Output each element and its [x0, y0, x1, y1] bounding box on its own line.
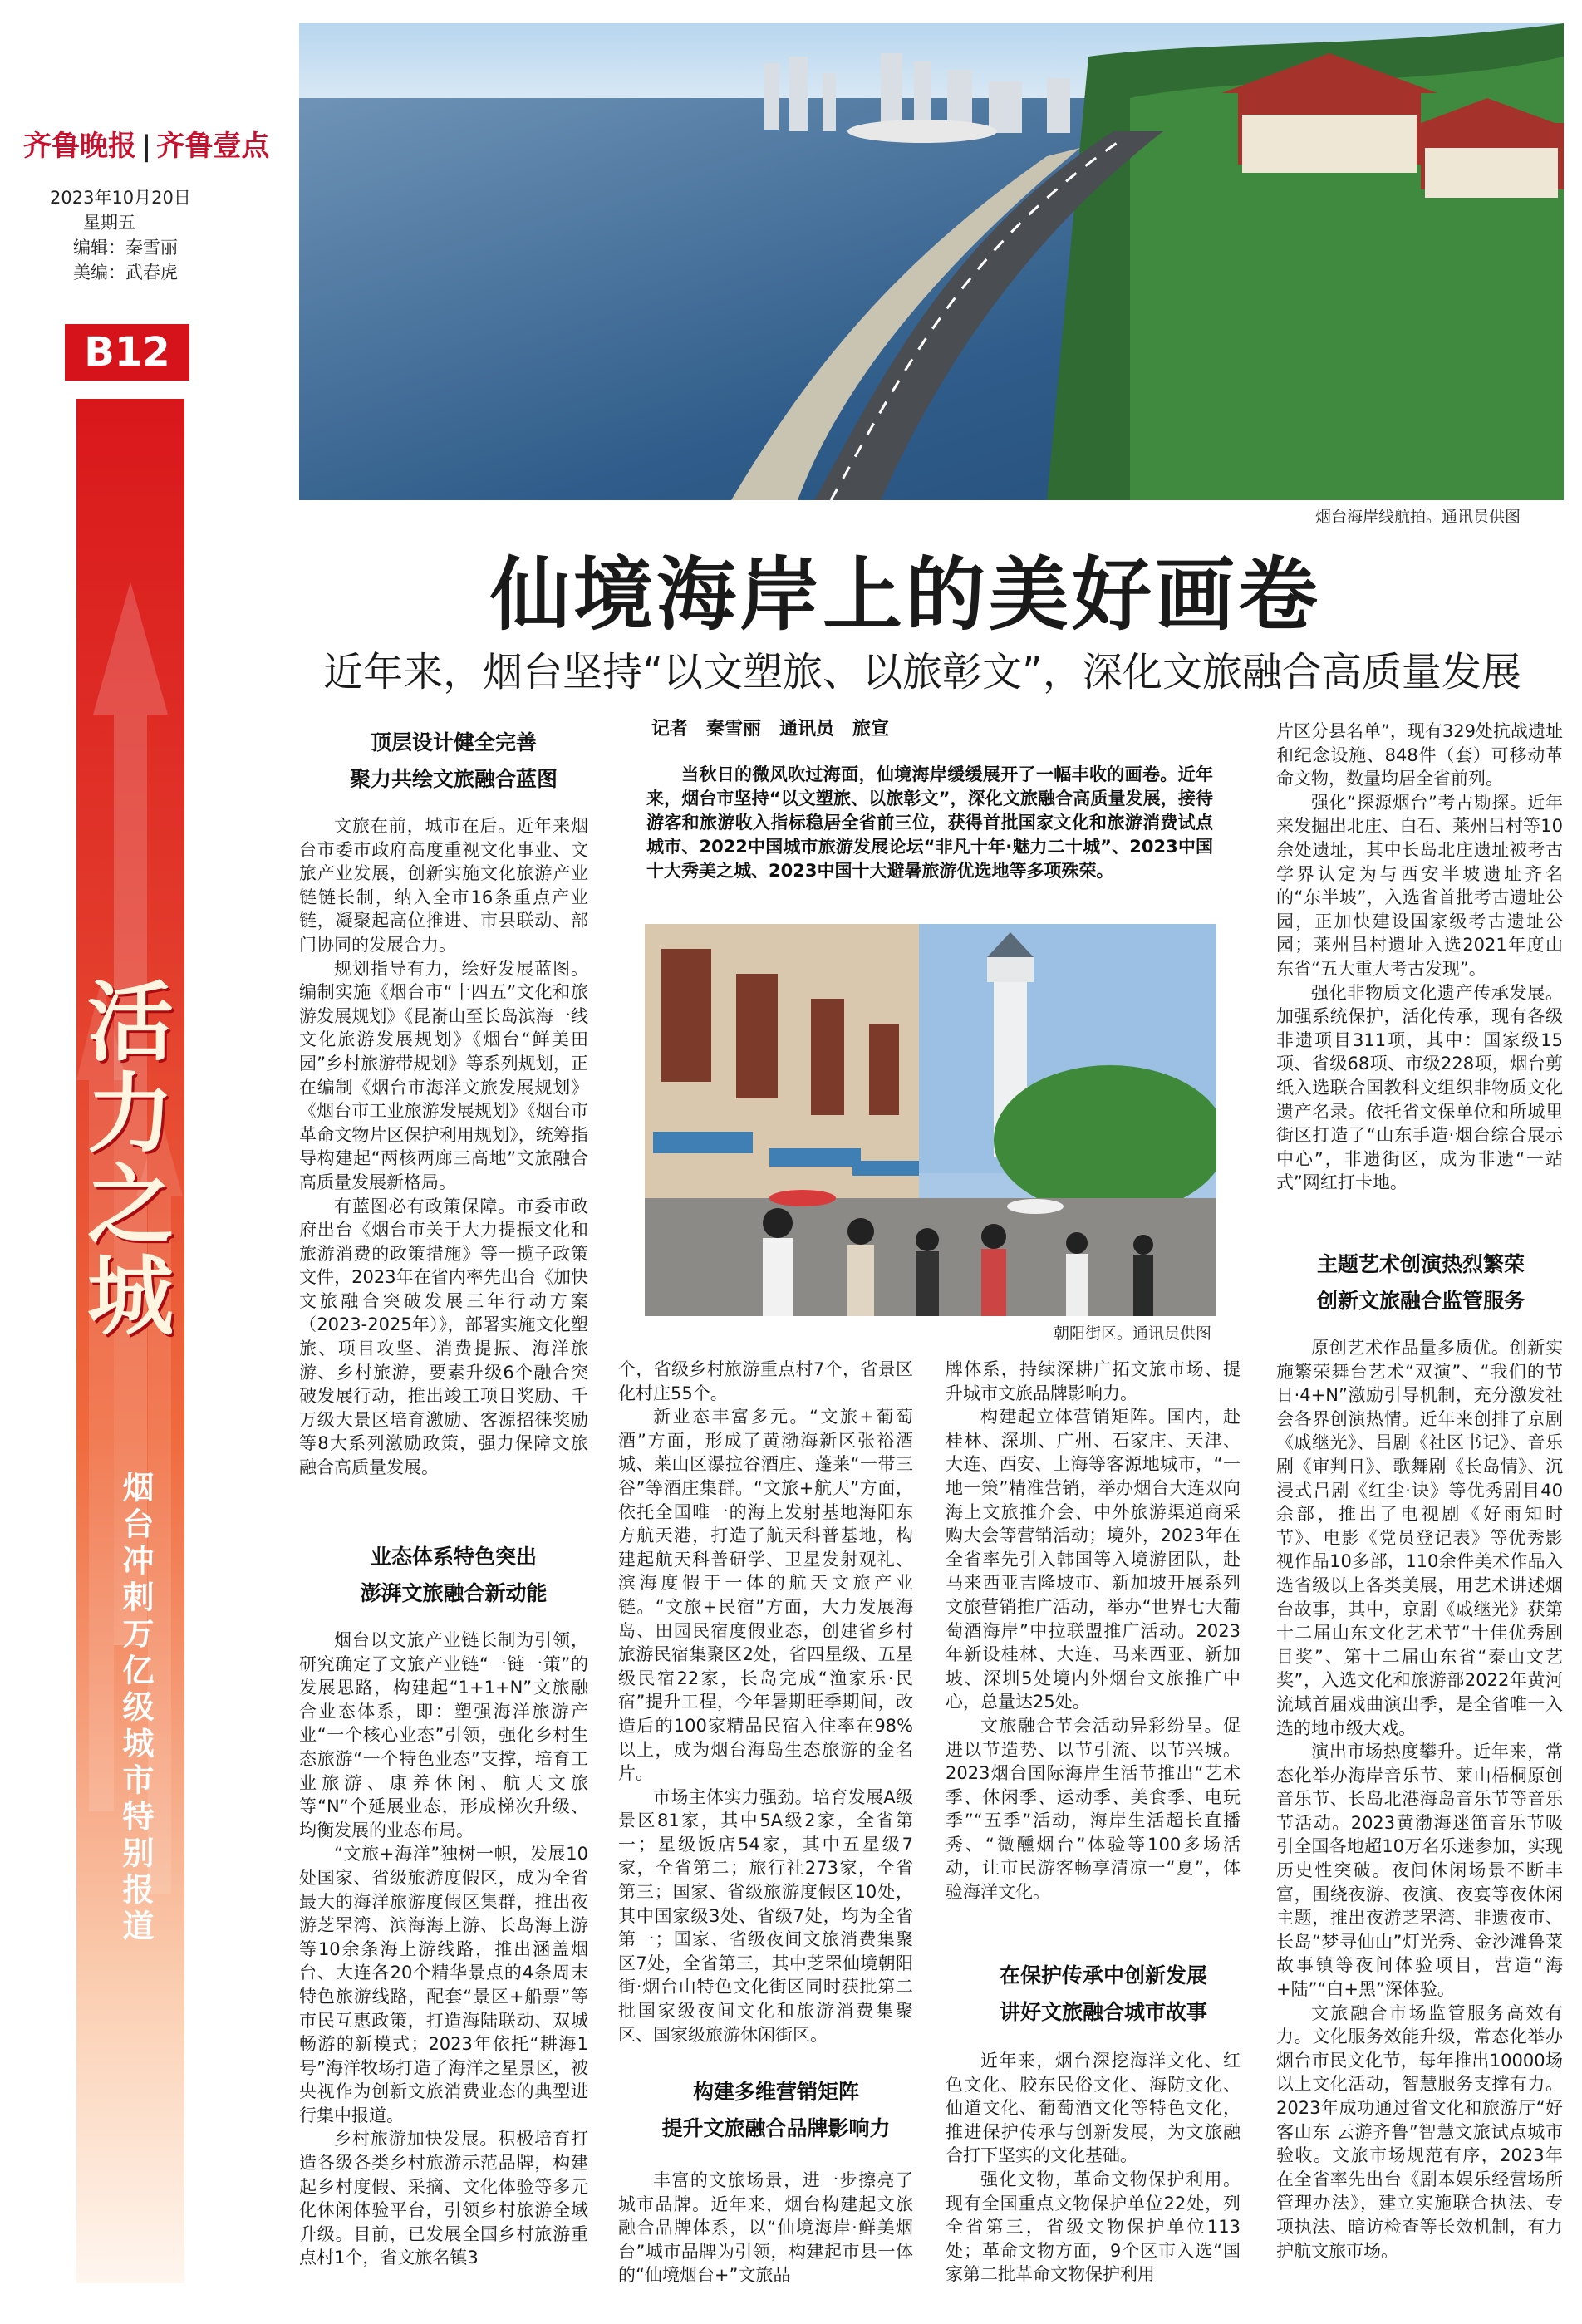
paragraph: 文旅融合节会活动异彩纷呈。促进以节造势、以节引流、以节兴城。2023烟台国际海岸生活节推出“艺术季、休闲季、运动季、美食季、电玩季”“五季”活动，海岸生活超长直播秀、“微醺烟台”体验等100多场活动，让市民游客畅享清凉一“夏”，体验海洋文化。	[946, 1715, 1241, 1903]
paragraph: 文旅在前，城市在后。近年来烟台市委市政府高度重视文化事业、文旅产业发展，创新实施文化旅游产业链链长制，纳入全市16条重点产业链，凝聚起高位推进、市县联动、部门协同的发展合力。	[299, 816, 588, 955]
paragraph: 个，省级乡村旅游重点村7个，省景区化村庄55个。	[618, 1359, 913, 1403]
issue-date: 2023年10月20日	[50, 188, 191, 208]
section-heading-4-line1: 在保护传承中创新发展	[999, 1963, 1207, 1987]
section-heading-5-line1: 主题艺术创演热烈繁荣	[1316, 1252, 1525, 1276]
sub-headline: 近年来，烟台坚持“以文塑旅、以旅彰文”，深化文旅融合高质量发展	[323, 649, 1521, 695]
paragraph: 文旅融合市场监管服务高效有力。文化服务效能升级，常态化举办烟台市民文化节，每年推出10000场以上文化活动，智慧服务支撑有力。2023年成功通过省文化和旅游厅“好客山东 云游齐鲁”智慧文旅试点城市验收。文旅市场规范有序，2023年在全省率先出台《剧本娱乐经营场所管理办法》，建立实施联合执法、专项执法、暗访检查等长效机制，有力护航文旅市场。	[1276, 2002, 1563, 2261]
paragraph: 市场主体实力强劲。培育发展A级景区81家，其中5A级2家，全省第一；星级饭店54家，其中五星级7家，全省第二；旅行社273家，全省第三；国家、省级旅游度假区10处，其中国家级3处、省级7处，均为全省第一；国家、省级夜间文旅消费集聚区7处，全省第三，其中芝罘仙境朝阳街·烟台山特色文化街区同时获批第二批国家级夜间文化和旅游消费集聚区、国家级旅游休闲街区。	[618, 1786, 913, 2045]
slogan-vertical: 活力之城	[72, 976, 174, 1342]
paragraph: 强化文物，革命文物保护利用。现有全国重点文物保护单位22处，列全省第三，省级文物保护单位113处；革命文物方面，9个区市入选“国家第二批革命文物保护利用	[946, 2169, 1241, 2285]
logo-separator: |	[141, 130, 152, 163]
column-3-block-b	[946, 2049, 1241, 2312]
paragraph: 牌体系，持续深耕广拓文旅市场、提升城市文旅品牌影响力。	[946, 1359, 1241, 1403]
column-1-block-b	[299, 1629, 588, 2308]
section-heading-4	[946, 1958, 1261, 2031]
masthead-logo	[23, 123, 269, 164]
column-4-block-a	[1276, 720, 1563, 1235]
paragraph: 演出市场热度攀升。近年来，常态化举办海岸音乐节、莱山梧桐原创音乐节、长岛北港海岛音乐节等音乐节活动。2023黄渤海迷笛音乐节吸引全国各地超10万名乐迷参加，实现历史性突破。夜间休闲场景不断丰富，围绕夜游、夜演、夜宴等夜休闲主题，推出夜游芝罘湾、非遗夜市、长岛“梦寻仙山”灯光秀、金沙滩鲁菜故事镇等夜间体验项目，营造“海+陆”“白+黑”深体验。	[1276, 1742, 1563, 2000]
byline: 记者 秦雪丽 通讯员 旅宣	[651, 718, 890, 739]
column-2-block-a	[618, 1358, 913, 2056]
designer-credit: 美编：武春虎	[73, 263, 178, 283]
column-4-block-b	[1276, 1336, 1563, 2312]
paragraph: 有蓝图必有政策保障。市委市政府出台《烟台市关于大力提振文化和旅游消费的政策措施》等一揽子政策文件，2023年在省内率先出台《加快文旅融合突破发展三年行动方案（2023-2025年）》，部署实施文化塑旅、项目攻坚、消费提振、海洋旅游、乡村旅游，要素升级6个融合突破发展行动，推出竣工项目奖励、千万级大景区培育激励、客源招徕奖励等8大系列激励政策，强力保障文旅融合高质量发展。	[299, 1196, 588, 1478]
app-name: 齐鲁壹点	[156, 130, 270, 163]
issue-weekday: 星期五	[83, 213, 135, 233]
column-3-block-a	[946, 1358, 1241, 1936]
paper-name: 齐鲁晚报	[23, 130, 136, 163]
chaoyang-street-photo	[645, 924, 1216, 1316]
coastline-aerial-photo	[299, 23, 1564, 500]
section-heading-5	[1271, 1246, 1570, 1319]
section-heading-3-line2: 提升文旅融合品牌影响力	[661, 2116, 891, 2140]
section-heading-2	[299, 1539, 608, 1612]
section-heading-2-line1: 业态体系特色突出	[370, 1545, 537, 1569]
paragraph: 乡村旅游加快发展。积极培育打造各级各类乡村旅游示范品牌，构建起乡村度假、采摘、文化体验等多元化休闲体验平台，引领乡村旅游全域升级。目前，已发展全国乡村旅游重点村1个，省文旅名镇3	[299, 2129, 588, 2268]
main-headline: 仙境海岸上的美好画卷	[490, 548, 1321, 641]
section-heading-1	[299, 725, 608, 798]
lead-text: 当秋日的微风吹过海面，仙境海岸缓缓展开了一幅丰收的画卷。近年来，烟台市坚持“以文塑旅、以旅彰文”，深化文旅融合高质量发展，接待游客和旅游收入指标稳居全省前三位，获得首批国家文化和旅游消费试点城市、2022中国城市旅游发展论坛“非凡十年·魅力二十城”、2023中国十大秀美之城、2023中国十大避暑旅游优选地等多项殊荣。	[646, 764, 1213, 881]
paragraph: “文旅+海洋”独树一帜，发展10处国家、省级旅游度假区，成为全省最大的海洋旅游度假区集群，推出夜游芝罘湾、滨海海上游、长岛海上游等10余条海上游线路，推出涵盖烟台、大连各20个精华景点的4条周末特色旅游线路，配套“景区+船票”等市民互惠政策，打造海陆联动、双城畅游的新模式；2023年依托“耕海1号”海洋牧场打造了海洋之星景区，被央视作为创新文旅消费业态的典型进行集中报道。	[299, 1844, 588, 2125]
paragraph: 近年来，烟台深挖海洋文化、红色文化、胶东民俗文化、海防文化、仙道文化、葡萄酒文化等特色文化，推进保护传承与创新发展，为文旅融合打下坚实的文化基础。	[946, 2051, 1241, 2166]
column-2-block-b	[618, 2169, 913, 2312]
series-title-vertical: 烟台冲刺万亿级城市特别报道	[117, 1471, 155, 1946]
paragraph: 构建起立体营销矩阵。国内，赴桂林、深圳、广州、石家庄、天津、大连、西安、上海等客源地城市，“一地一策”精准营销，举办烟台大连双向海上文旅推介会、中外旅游渠道商采购大会等营销活动；境外，2023年在全省率先引入韩国等入境游团队，赴马来西亚吉隆坡市、新加坡开展系列文旅营销推广活动，举办“世界七大葡萄酒海岸”中拉联盟推广活动。2023年新设桂林、大连、马来西亚、新加坡、深圳5处境内外烟台文旅推广中心，总量达25处。	[946, 1407, 1241, 1712]
section-heading-5-line2: 创新文旅融合监管服务	[1316, 1289, 1525, 1313]
section-heading-1-line1: 顶层设计健全完善	[370, 730, 537, 754]
section-heading-3	[618, 2074, 934, 2147]
lead-paragraph	[646, 763, 1213, 912]
column-1-block-a	[299, 814, 588, 1529]
top-photo-caption: 烟台海岸线航拍。通讯员供图	[1315, 508, 1521, 526]
mid-photo-caption: 朝阳街区。通讯员供图	[1054, 1324, 1212, 1343]
paragraph: 片区分县名单”，现有329处抗战遗址和纪念设施、848件（套）可移动革命文物，数量均居全省前列。	[1276, 721, 1563, 789]
paragraph: 强化非物质文化遗产传承发展。加强系统保护，活化传承，现有各级非遗项目311项，其中：国家级15项、省级68项、市级228项，烟台剪纸入选联合国教科文组织非物质文化遗产名录。依托省文保单位和所城里街区打造了“山东手造·烟台综合展示中心”，非遗街区，成为非遗“一站式”网红打卡地。	[1276, 982, 1563, 1193]
paragraph: 原创艺术作品量多质优。创新实施繁荣舞台艺术“双演”、“我们的节日·4+N”激励引导机制，充分激发社会各界创演热情。近年来创排了京剧《戚继光》、吕剧《社区书记》、音乐剧《审判日》、歌舞剧《长岛情》、沉浸式吕剧《红尘·诀》等优秀剧目40余部，推出了电视剧《好雨知时节》、电影《党员登记表》等优秀影视作品10多部，110余件美术作品入选省级以上各类美展，用艺术讲述烟台故事，其中，京剧《戚继光》获第十二届山东文化艺术节“十佳优秀剧目奖”、第十二届山东省“泰山文艺奖”，入选文化和旅游部2022年黄河流域首届戏曲演出季，是全省唯一入选的地市级大戏。	[1276, 1338, 1563, 1738]
paragraph: 规划指导有力，绘好发展蓝图。编制实施《烟台市“十四五”文化和旅游发展规划》《昆嵛山至长岛滨海一线文化旅游发展规划》《烟台“鲜美田园”乡村旅游带规划》等系列规划，正在编制《烟台市海洋文旅发展规划》《烟台市工业旅游发展规划》《烟台市革命文物片区保护利用规划》，统筹指导构建起“两核两廊三高地”文旅融合高质量发展新格局。	[299, 958, 588, 1192]
page-number-badge: B12	[65, 324, 189, 381]
paragraph: 丰富的文旅场景，进一步擦亮了城市品牌。近年来，烟台构建起文旅融合品牌体系，以“仙境海岸·鲜美烟台”城市品牌为引领，构建起市县一体的“仙境烟台+”文旅品	[618, 2170, 913, 2286]
section-heading-4-line2: 讲好文旅融合城市故事	[999, 2000, 1207, 2024]
editor-credit: 编辑：秦雪丽	[73, 238, 178, 258]
paragraph: 烟台以文旅产业链长制为引领，研究确定了文旅产业链“一链一策”的发展思路，构建起“1+1+N”文旅融合业态体系，即：塑强海洋旅游产业“一个核心业态”引领，强化乡村生态旅游“一个特色业态”支撑，培育工业旅游、康养休闲、航天文旅等“N”个延展业态，形成梯次升级、均衡发展的业态布局。	[299, 1630, 588, 1840]
section-heading-1-line2: 聚力共绘文旅融合蓝图	[349, 767, 558, 791]
section-heading-2-line2: 澎湃文旅融合新动能	[360, 1581, 548, 1605]
paragraph: 新业态丰富多元。“文旅+葡萄酒”方面，形成了黄渤海新区张裕酒城、莱山区瀑拉谷酒庄、蓬莱“一带三谷”等酒庄集群。“文旅+航天”方面，依托全国唯一的海上发射基地海阳东方航天港，打造了航天科普基地，构建起航天科普研学、卫星发射观礼、滨海度假于一体的航天文旅产业链。“文旅+民宿”方面，大力发展海岛、田园民宿度假业态，创建省乡村旅游民宿集聚区2处，省四星级、五星级民宿22家，长岛完成“渔家乐·民宿”提升工程，今年暑期旺季期间，改造后的100家精品民宿入住率在98%以上，成为烟台海岛生态旅游的金名片。	[618, 1407, 913, 1784]
paragraph: 强化“探源烟台”考古勘探。近年来发掘出北庄、白石、莱州吕村等10余处遗址，其中长岛北庄遗址被考古学界认定为与西安半坡遗址齐名的“东半坡”，入选省首批考古遗址公园，正加快建设国家级考古遗址公园；莱州吕村遗址入选2021年度山东省“五大重大考古发现”。	[1276, 792, 1563, 979]
section-heading-3-line1: 构建多维营销矩阵	[692, 2080, 859, 2104]
